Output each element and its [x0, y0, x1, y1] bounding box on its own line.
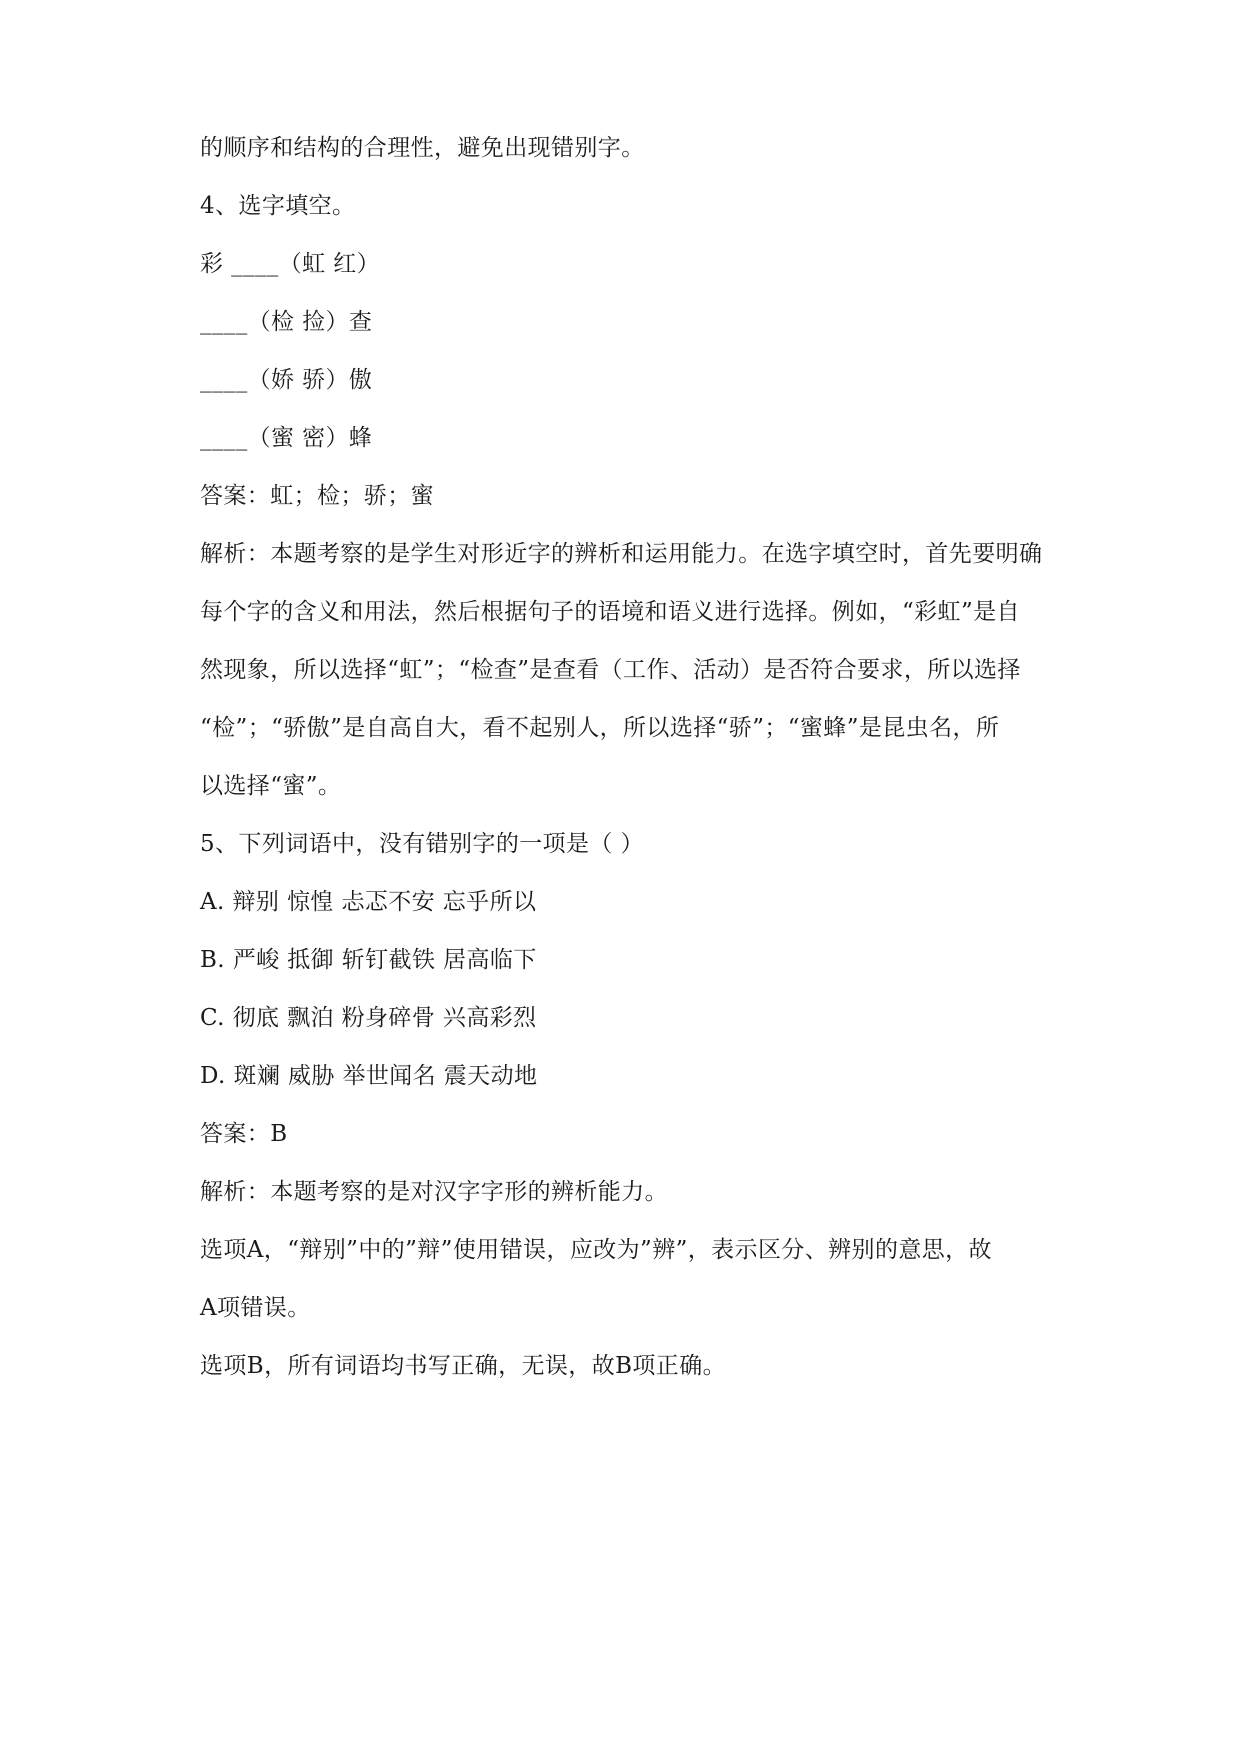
question-4-analysis-line-4: “检”；“骄傲”是自高自大，看不起别人，所以选择“骄”；“蜜蜂”是昆虫名，所	[200, 715, 1000, 741]
question-4-item-4: ____（蜜 密）蜂	[200, 425, 373, 451]
question-4-analysis-line-5: 以选择“蜜”。	[200, 773, 342, 799]
question-5-option-c: C. 彻底 飘泊 粉身碎骨 兴高彩烈	[200, 1005, 537, 1031]
question-5-analysis-a-line-1: 选项A，“辩别”中的”辩”使用错误，应改为”辨”，表示区分、辨别的意思，故	[200, 1237, 992, 1263]
question-5-option-d: D. 斑斓 威胁 举世闻名 震天动地	[200, 1063, 538, 1089]
question-4-analysis-line-1: 解析：本题考察的是学生对形近字的辨析和运用能力。在选字填空时，首先要明确	[200, 541, 1043, 567]
question-5-analysis-b: 选项B，所有词语均书写正确，无误，故B项正确。	[200, 1353, 727, 1379]
question-4-analysis-line-3: 然现象，所以选择“虹”；“检查”是查看（工作、活动）是否符合要求，所以选择	[200, 657, 1021, 683]
question-5-analysis-a-line-2: A项错误。	[200, 1295, 311, 1321]
text-line-continuation: 的顺序和结构的合理性，避免出现错别字。	[200, 135, 645, 161]
question-5-option-a: A. 辩别 惊惶 忐忑不安 忘乎所以	[200, 889, 537, 915]
question-5-option-b: B. 严峻 抵御 斩钉截铁 居高临下	[200, 947, 537, 973]
question-4-title: 4、选字填空。	[200, 193, 356, 219]
question-4-item-1: 彩 ____（虹 红）	[200, 251, 381, 277]
question-4-answer: 答案：虹；检；骄；蜜	[200, 483, 434, 509]
question-5-title: 5、下列词语中，没有错别字的一项是（ ）	[200, 831, 644, 857]
question-4-item-2: ____（检 捡）查	[200, 309, 373, 335]
question-4-item-3: ____（娇 骄）傲	[200, 367, 373, 393]
question-4-analysis-line-2: 每个字的含义和用法，然后根据句子的语境和语义进行选择。例如，“彩虹”是自	[200, 599, 1020, 625]
question-5-answer: 答案：B	[200, 1121, 288, 1147]
question-5-analysis-intro: 解析：本题考察的是对汉字字形的辨析能力。	[200, 1179, 668, 1205]
